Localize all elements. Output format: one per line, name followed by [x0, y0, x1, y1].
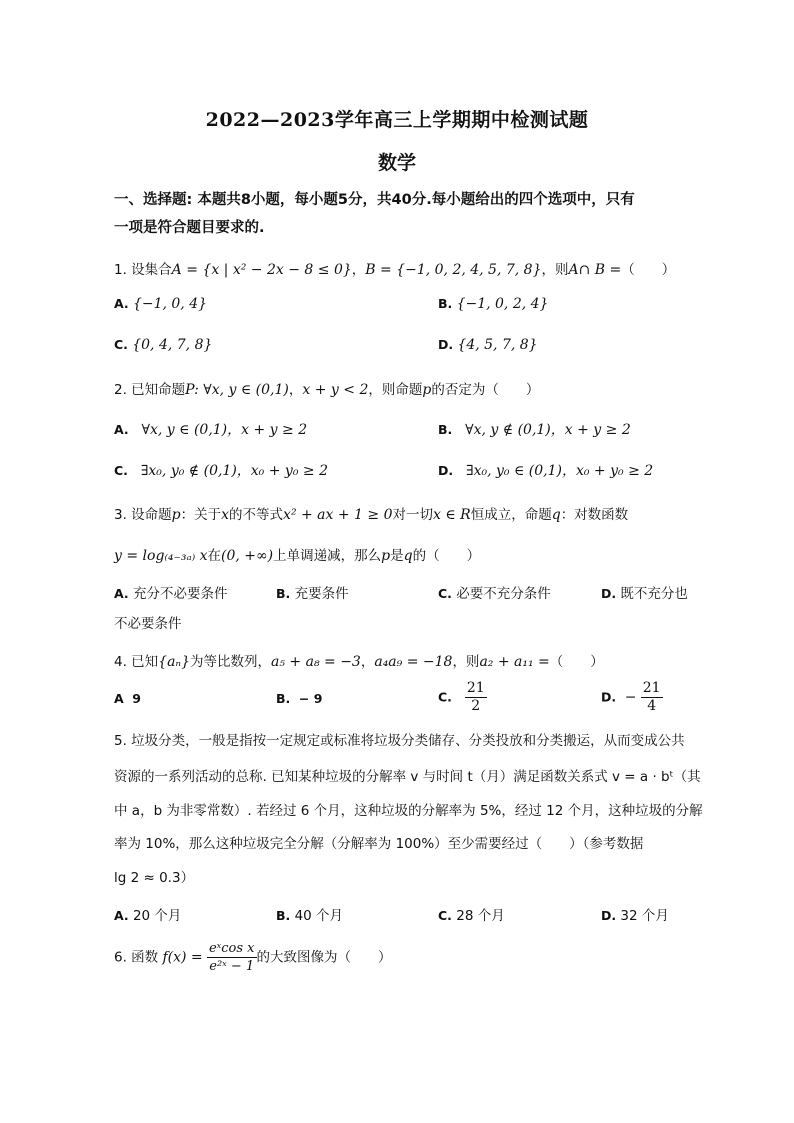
- question-3-option-d: D. 既不充分也: [601, 586, 688, 602]
- question-1-option-c: C. {0, 4, 7, 8}: [114, 337, 213, 353]
- question-5-option-a: A. 20 个月: [114, 908, 182, 924]
- question-1-option-b: B. {−1, 0, 2, 4}: [438, 296, 549, 312]
- question-3-option-a: A. 充分不必要条件: [114, 586, 228, 602]
- fraction-21-over-2: $\frac{21}{2}$: [466, 680, 485, 714]
- question-1-option-a: A. {−1, 0, 4}: [114, 296, 208, 312]
- question-3-option-b: B. 充要条件: [276, 586, 349, 602]
- question-5-line3: 中 a，b 为非零常数）. 若经过 6 个月，这种垃圾的分解率为 5%，经过 12 个月，这种垃圾的分解: [114, 803, 703, 819]
- question-3-option-d-continued: 不必要条件: [114, 616, 182, 632]
- fraction-21-over-4: $\frac{21}{4}$: [642, 680, 661, 714]
- question-4-option-c: C. $\frac{21}{2}$: [438, 680, 485, 714]
- question-2-stem: 2. 已知命题P: ∀x, y ∈ (0,1)，x + y < 2，则命题p的否定为（ ）: [114, 382, 540, 398]
- question-4-stem: 4. 已知{aₙ}为等比数列，a₅ + a₈ = −3，a₄a₉ = −18，则a₂ + a₁₁ =（ ）: [114, 654, 604, 670]
- question-6-stem: 6. 函数 f(x) = $\frac{\text{eˣcos x}}{\text{e²ˣ − 1}}$ 的大致图像为（ ）: [114, 941, 392, 974]
- question-5-line2: 资源的一系列活动的总称. 已知某种垃圾的分解率 v 与时间 t（月）满足函数关系式 v = a · bᵗ（其: [114, 769, 701, 785]
- question-4-option-b: B. − 9: [276, 691, 323, 706]
- question-5-line5: lg 2 ≈ 0.3）: [114, 870, 195, 886]
- question-1-stem: 1. 设集合A = {x | x² − 2x − 8 ≤ 0}，B = {−1, 0, 2, 4, 5, 7, 8}，则A∩ B =（ ）: [114, 262, 676, 278]
- subject-title: 数学: [377, 152, 416, 174]
- section-header-line2: 一项是符合题目要求的.: [114, 220, 265, 236]
- function-fraction: $\frac{\text{eˣcos x}}{\text{e²ˣ − 1}}$: [208, 941, 255, 974]
- exam-title: 2022—2023学年高三上学期期中检测试题: [205, 109, 589, 131]
- question-5-option-d: D. 32 个月: [601, 908, 669, 924]
- question-5-line1: 5. 垃圾分类，一般是指按一定规定或标准将垃圾分类储存、分类投放和分类搬运，从而变成公共: [114, 733, 685, 749]
- question-2-option-a: A. ∀x, y ∈ (0,1)，x + y ≥ 2: [114, 422, 308, 438]
- question-3-stem-line1: 3. 设命题p：关于x的不等式x² + ax + 1 ≥ 0对一切x ∈ R恒成立，命题q：对数函数: [114, 507, 629, 523]
- section-header-line1: 一、选择题: 本题共8小题，每小题5分，共40分.每小题给出的四个选项中，只有: [114, 192, 635, 208]
- question-2-option-c: C. ∃x₀, y₀ ∉ (0,1)，x₀ + y₀ ≥ 2: [114, 463, 328, 479]
- question-3-stem-line2: y = log₍₄₋₃ₐ₎ x在(0, +∞)上单调递减，那么p是q的（ ）: [114, 548, 481, 564]
- question-5-line4: 率为 10%，那么这种垃圾完全分解（分解率为 100%）至少需要经过（ ）（参考数据: [114, 836, 644, 852]
- question-4-option-a: A 9: [114, 691, 141, 706]
- question-5-option-b: B. 40 个月: [276, 908, 344, 924]
- question-5-option-c: C. 28 个月: [438, 908, 505, 924]
- question-1-option-d: D. {4, 5, 7, 8}: [438, 337, 538, 353]
- question-3-option-c: C. 必要不充分条件: [438, 586, 551, 602]
- question-2-option-d: D. ∃x₀, y₀ ∈ (0,1)，x₀ + y₀ ≥ 2: [438, 463, 654, 479]
- question-4-option-d: D. − $\frac{21}{4}$: [601, 680, 661, 714]
- question-2-option-b: B. ∀x, y ∉ (0,1)，x + y ≥ 2: [438, 422, 631, 438]
